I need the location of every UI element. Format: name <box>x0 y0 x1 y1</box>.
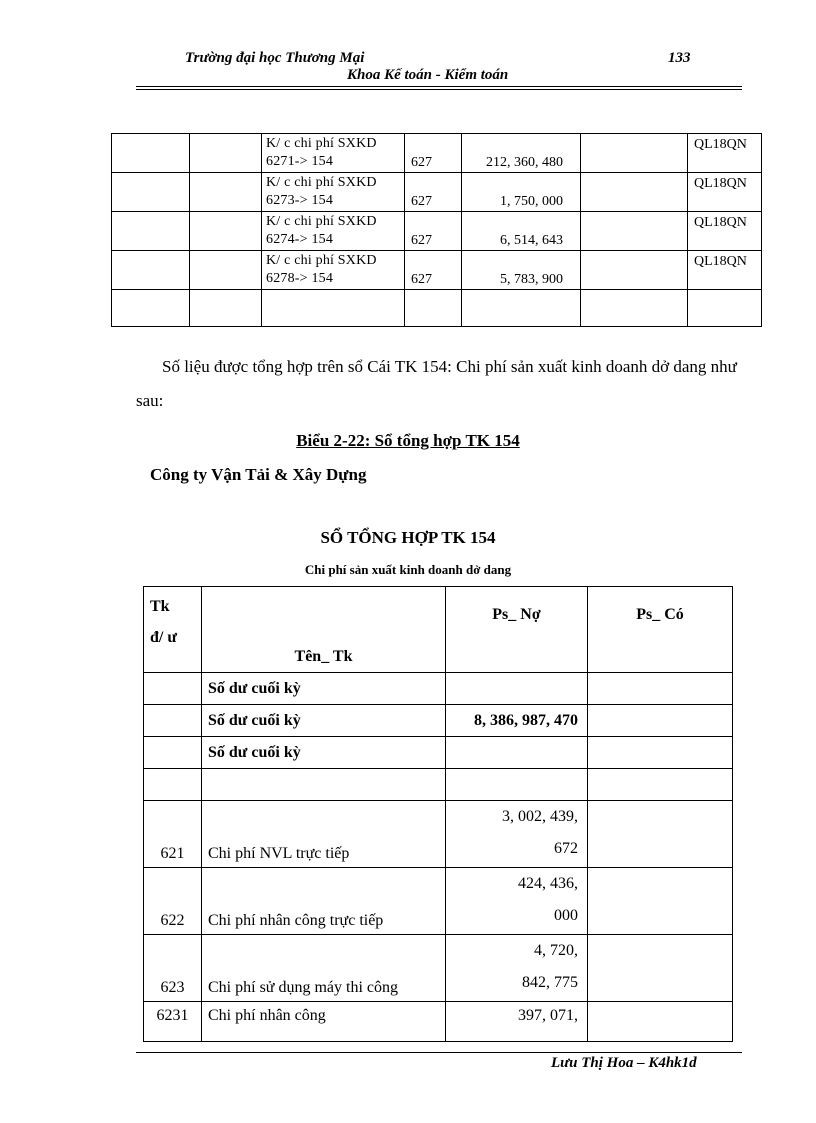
ledger-desc-1: K/ c chi phí SXKD <box>266 214 377 229</box>
header-acct-1: Tk <box>150 598 170 615</box>
account-row <box>144 935 733 1002</box>
ledger-note: QL18QN <box>688 173 762 212</box>
balance-label: Số dư cuối kỳ <box>202 737 446 769</box>
account-debit: 397, 071, <box>446 1002 588 1042</box>
account-name: Chi phí NVL trực tiếp <box>202 801 446 868</box>
balance-row <box>144 737 733 769</box>
balance-row <box>144 705 733 737</box>
ledger-desc-2: 6274-> 154 <box>266 232 334 247</box>
header-name: Tên_ Tk <box>202 587 446 673</box>
empty-row <box>144 769 733 801</box>
ledger-row <box>112 173 762 212</box>
header-credit: Ps_ Có <box>588 587 733 673</box>
ledger-table <box>111 133 762 327</box>
ledger-account: 627 <box>405 173 462 212</box>
debit-line-1: 4, 720, <box>534 942 578 959</box>
ledger-amount: 1, 750, 000 <box>462 173 581 212</box>
account-row <box>144 868 733 935</box>
summary-table <box>143 586 733 1042</box>
ledger-row <box>112 212 762 251</box>
footer-signature: Lưu Thị Hoa – K4hk1d <box>551 1055 697 1071</box>
account-row <box>144 1002 733 1042</box>
debit-line-2: 000 <box>554 907 578 924</box>
header-rule <box>136 86 742 87</box>
account-name: Chi phí sử dụng máy thi công <box>202 935 446 1002</box>
ledger-amount: 212, 360, 480 <box>462 134 581 173</box>
ledger-desc-2: 6271-> 154 <box>266 154 334 169</box>
summary-header-row <box>144 587 733 673</box>
debit-line-2: 842, 775 <box>522 974 578 991</box>
debit-line-2: 672 <box>554 840 578 857</box>
footer-rule <box>136 1052 742 1053</box>
book-subtitle: Chi phí sản xuất kinh doanh dở dang <box>304 562 512 577</box>
balance-label: Số dư cuối kỳ <box>202 705 446 737</box>
ledger-row <box>112 251 762 290</box>
ledger-account: 627 <box>405 134 462 173</box>
page-number: 133 <box>668 50 691 66</box>
header-acct-2: đ/ ư <box>150 629 177 646</box>
balance-label: Số dư cuối kỳ <box>202 673 446 705</box>
ledger-note: QL18QN <box>688 251 762 290</box>
ledger-account: 627 <box>405 212 462 251</box>
header-debit: Ps_ Nợ <box>446 587 588 673</box>
intro-text: Số liệu được tổng hợp trên sổ Cái TK 154: Chi phí sản xuất kinh doanh dở dang như sau: <box>136 357 737 410</box>
ledger-account: 627 <box>405 251 462 290</box>
balance-debit: 8, 386, 987, 470 <box>446 705 588 737</box>
account-row <box>144 801 733 868</box>
ledger-desc-1: K/ c chi phí SXKD <box>266 253 377 268</box>
debit-line-1: 3, 002, 439, <box>502 808 578 825</box>
ledger-desc-1: K/ c chi phí SXKD <box>266 136 377 151</box>
header-faculty: Khoa Kế toán - Kiểm toán <box>347 67 509 83</box>
ledger-row-empty <box>112 290 762 327</box>
account-number: 6231 <box>144 1002 202 1042</box>
figure-caption: Biểu 2-22: Sổ tổng hợp TK 154 <box>296 431 520 450</box>
ledger-note: QL18QN <box>688 212 762 251</box>
account-number: 622 <box>144 868 202 935</box>
ledger-desc-2: 6278-> 154 <box>266 271 334 286</box>
book-title: SỔ TỔNG HỢP TK 154 <box>320 528 496 547</box>
header-school: Trường đại học Thương Mại <box>185 50 365 66</box>
account-number: 621 <box>144 801 202 868</box>
balance-debit <box>446 737 588 769</box>
ledger-desc-2: 6273-> 154 <box>266 193 334 208</box>
company-name: Công ty Vận Tải & Xây Dựng <box>150 465 367 484</box>
header-rule-2 <box>136 89 742 90</box>
ledger-note: QL18QN <box>688 134 762 173</box>
account-name: Chi phí nhân công <box>202 1002 446 1042</box>
ledger-row <box>112 134 762 173</box>
account-name: Chi phí nhân công trực tiếp <box>202 868 446 935</box>
ledger-amount: 6, 514, 643 <box>462 212 581 251</box>
balance-debit <box>446 673 588 705</box>
ledger-amount: 5, 783, 900 <box>462 251 581 290</box>
balance-row <box>144 673 733 705</box>
account-number: 623 <box>144 935 202 1002</box>
debit-line-1: 424, 436, <box>518 875 578 892</box>
intro-paragraph <box>136 350 742 418</box>
ledger-desc-1: K/ c chi phí SXKD <box>266 175 377 190</box>
